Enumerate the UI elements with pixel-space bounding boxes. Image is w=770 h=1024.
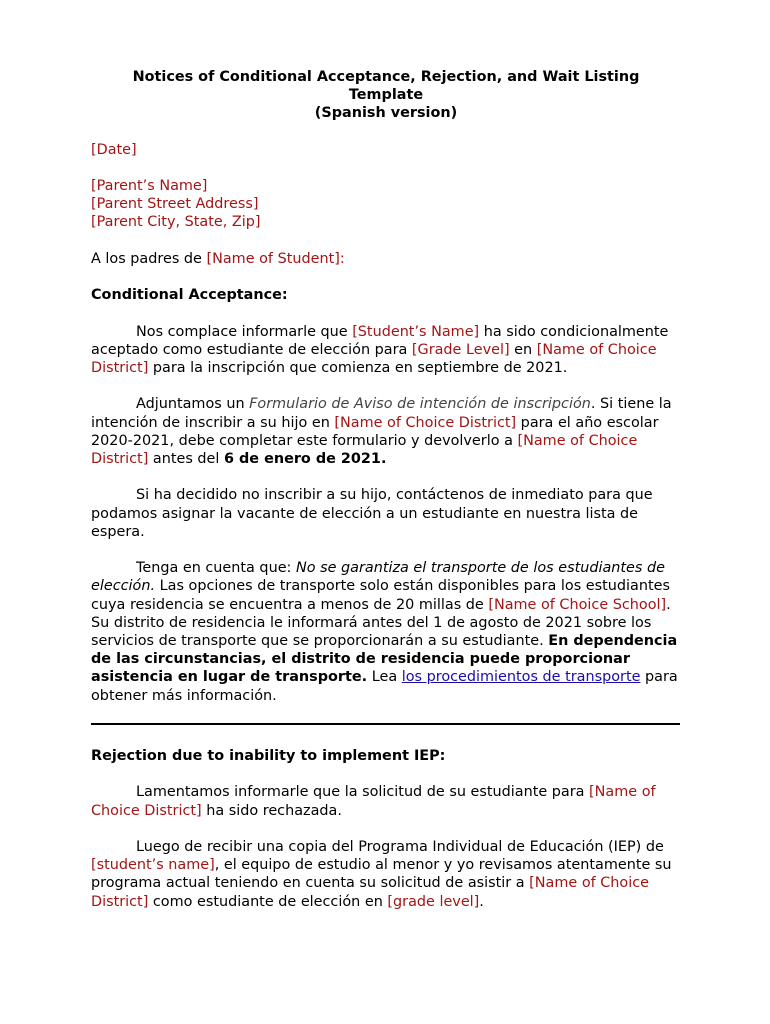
school-placeholder: [Name of Choice School] — [488, 596, 667, 613]
text: para obtener más información. — [91, 669, 678, 704]
salutation-prefix: A los padres de — [91, 250, 207, 267]
grade-level-placeholder: [Grade Level] — [411, 341, 510, 358]
text: para el año escolar 2020-2021, debe completar este formulario y devolverlo a — [91, 414, 659, 449]
district-placeholder: [Name of Choice District] — [91, 784, 656, 819]
student-name-placeholder: [student’s name] — [91, 857, 215, 874]
address-block — [91, 177, 681, 232]
bold-notice: En dependencia de las circunstancias, el distrito de residencia puede proporcionar asistencia en lugar de transporte. — [91, 632, 678, 686]
text: como estudiante de elección en — [148, 893, 388, 910]
district-placeholder: [Name of Choice District] — [91, 875, 649, 910]
conditional-heading: Conditional Acceptance: — [91, 287, 288, 304]
title-line-3: (Spanish version) — [314, 105, 458, 122]
text: . Su distrito de residencia le informará antes del 1 de agosto de 2021 sobre los servicios de transporte que se proporcionarán a su estudiante. — [91, 596, 671, 649]
district-placeholder: [Name of Choice District] — [91, 341, 657, 376]
text: . — [479, 893, 484, 910]
conditional-paragraph-4 — [91, 559, 681, 705]
deadline-date: 6 de enero de 2021. — [223, 450, 387, 467]
title-line-1: Notices of Conditional Acceptance, Rejection, and Wait Listing — [132, 69, 640, 85]
conditional-paragraph-2 — [91, 395, 681, 468]
conditional-paragraph-3: Si ha decidido no inscribir a su hijo, contáctenos de inmediato para que podamos asignar la vacante de elección a un estudiante en nuestra lista de espera. — [91, 487, 653, 540]
date-placeholder: [Date] — [91, 141, 137, 158]
salutation — [91, 250, 681, 268]
rejection-paragraph-1 — [91, 783, 681, 819]
student-name-placeholder: [Student’s Name] — [352, 323, 480, 340]
transport-procedures-link[interactable]: los procedimientos de transporte — [401, 669, 641, 686]
section-divider — [91, 723, 680, 725]
text: Lamentamos informarle que la solicitud de su estudiante para — [136, 784, 590, 801]
salutation-student: [Name of Student]: — [206, 250, 345, 267]
parent-street: [Parent Street Address] — [91, 196, 259, 213]
text: , el equipo de estudio al menor y yo revisamos atentamente su programa actual teniendo en cuenta su solicitud de asistir a — [91, 857, 672, 892]
transport-notice: No se garantiza el transporte de los estudiantes de elección. — [91, 560, 665, 595]
form-title: Formulario de Aviso de intención de inscripción — [249, 396, 591, 413]
text: Las opciones de transporte solo están disponibles para los estudiantes cuya residencia se encuentra a menos de 20 millas de — [91, 578, 670, 613]
text: ha sido condicionalmente aceptado como estudiante de elección para — [91, 323, 669, 358]
document-title — [91, 68, 681, 123]
parent-city: [Parent City, State, Zip] — [91, 214, 261, 231]
title-line-2: Template — [348, 87, 424, 104]
text: Lea — [367, 669, 402, 686]
text: . Si tiene la intención de inscribir a su hijo en — [91, 396, 672, 431]
district-placeholder: [Name of Choice District] — [334, 414, 517, 431]
text: Nos complace informarle que — [136, 323, 353, 340]
grade-level-placeholder: [grade level] — [387, 893, 480, 910]
conditional-paragraph-1 — [91, 323, 681, 378]
rejection-paragraph-2 — [91, 838, 681, 911]
text: Tenga en cuenta que: — [136, 560, 296, 577]
text: ha sido rechazada. — [201, 802, 342, 819]
parent-name: [Parent’s Name] — [91, 178, 208, 194]
district-placeholder: [Name of Choice District] — [91, 432, 638, 467]
rejection-heading: Rejection due to inability to implement IEP: — [91, 747, 446, 764]
text: antes del — [148, 450, 224, 467]
text: en — [509, 341, 537, 358]
text: Luego de recibir una copia del Programa Individual de Educación (IEP) de — [136, 838, 664, 855]
document-page — [91, 68, 681, 929]
text: Adjuntamos un — [136, 396, 250, 413]
text: para la inscripción que comienza en septiembre de 2021. — [148, 359, 568, 376]
